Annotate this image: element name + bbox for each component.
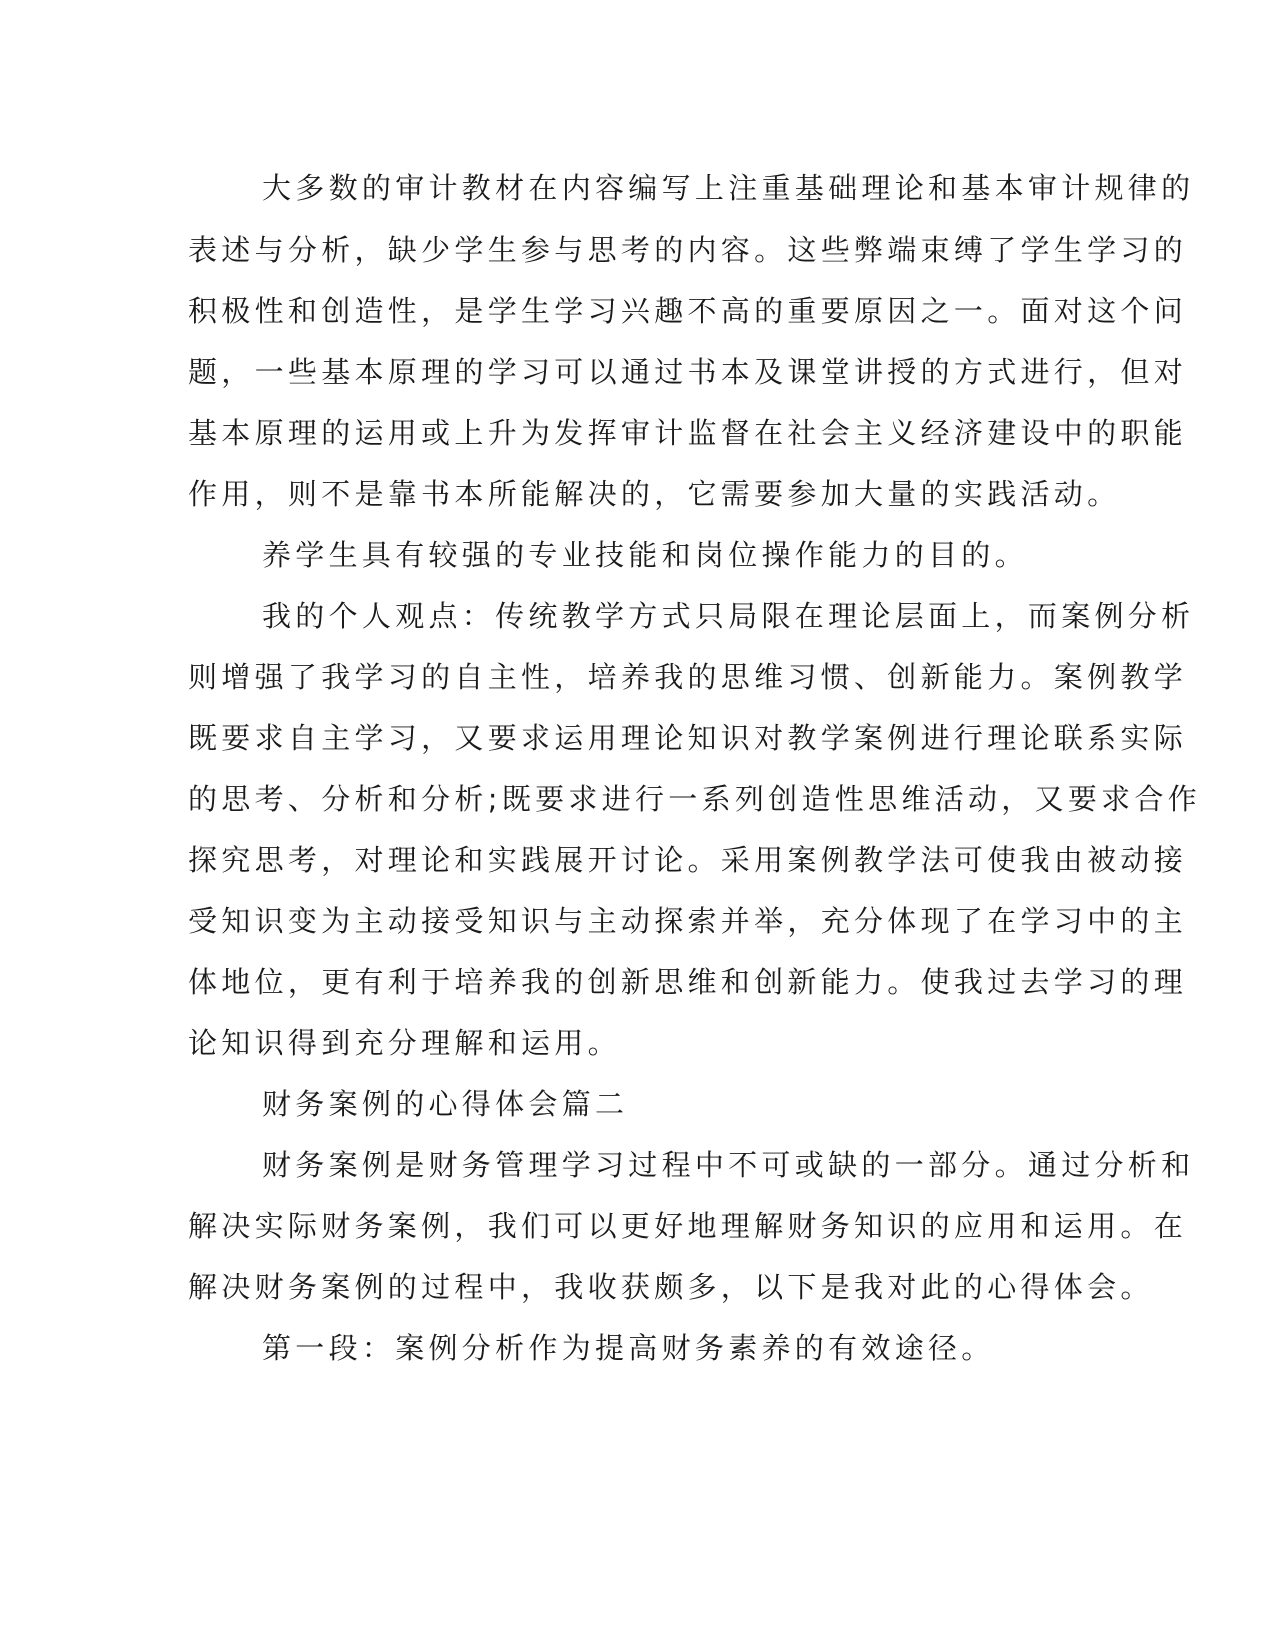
text-line: 体地位，更有利于培养我的创新思维和创新能力。使我过去学习的理 [188, 965, 1188, 999]
text-line: 第一段：案例分析作为提高财务素养的有效途径。 [262, 1331, 995, 1365]
text-line: 探究思考，对理论和实践展开讨论。采用案例教学法可使我由被动接 [188, 843, 1188, 877]
text-line: 论知识得到充分理解和运用。 [188, 1026, 621, 1060]
text-line: 大多数的审计教材在内容编写上注重基础理论和基本审计规律的 [262, 171, 1195, 205]
text-line: 解决财务案例的过程中，我收获颇多，以下是我对此的心得体会。 [188, 1270, 1154, 1304]
text-line: 基本原理的运用或上升为发挥审计监督在社会主义经济建设中的职能 [188, 416, 1188, 450]
text-line: 积极性和创造性，是学生学习兴趣不高的重要原因之一。面对这个问 [188, 294, 1188, 328]
text-line: 的思考、分析和分析;既要求进行一系列创造性思维活动，又要求合作 [188, 782, 1202, 816]
text-line: 财务案例是财务管理学习过程中不可或缺的一部分。通过分析和 [262, 1148, 1195, 1182]
text-line: 解决实际财务案例，我们可以更好地理解财务知识的应用和运用。在 [188, 1209, 1188, 1243]
text-line: 则增强了我学习的自主性，培养我的思维习惯、创新能力。案例教学 [188, 660, 1188, 694]
text-line: 养学生具有较强的专业技能和岗位操作能力的目的。 [262, 538, 1028, 572]
text-line: 我的个人观点：传统教学方式只局限在理论层面上，而案例分析 [262, 599, 1195, 633]
text-line: 表述与分析，缺少学生参与思考的内容。这些弊端束缚了学生学习的 [188, 233, 1188, 267]
text-line: 题，一些基本原理的学习可以通过书本及课堂讲授的方式进行，但对 [188, 355, 1188, 389]
section-title: 财务案例的心得体会篇二 [262, 1087, 629, 1121]
text-line: 既要求自主学习，又要求运用理论知识对教学案例进行理论联系实际 [188, 721, 1188, 755]
text-line: 作用，则不是靠书本所能解决的，它需要参加大量的实践活动。 [188, 477, 1121, 511]
text-line: 受知识变为主动接受知识与主动探索并举，充分体现了在学习中的主 [188, 904, 1188, 938]
